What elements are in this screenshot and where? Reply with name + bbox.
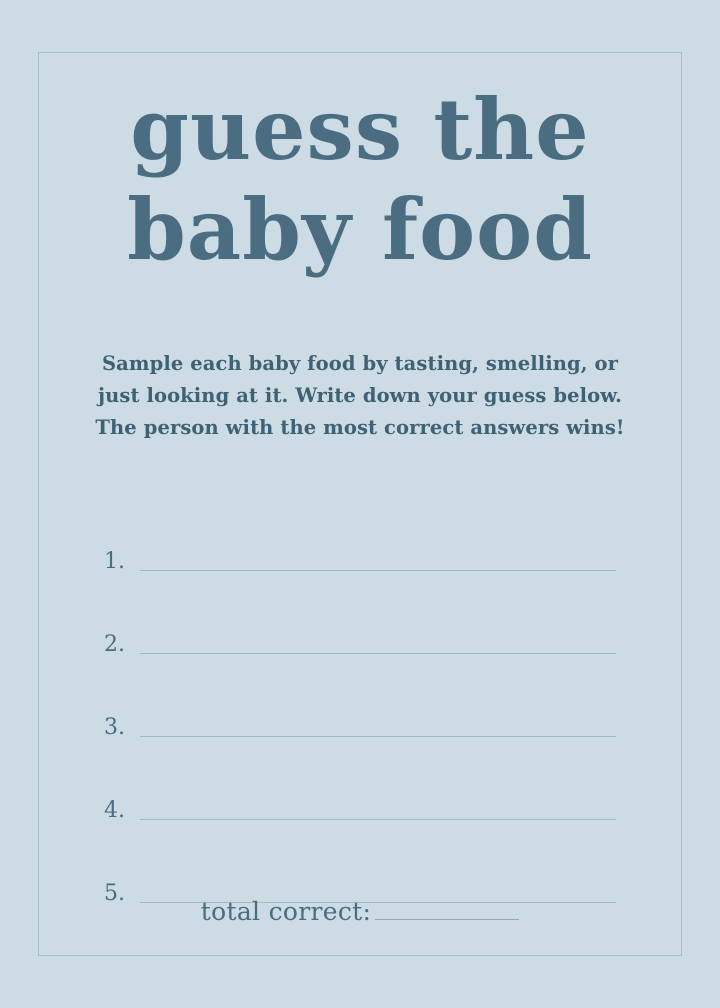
answer-write-line[interactable]	[140, 570, 616, 571]
list-item[interactable]	[104, 741, 616, 824]
page-title	[0, 78, 720, 282]
answer-write-line[interactable]	[140, 653, 616, 654]
list-item[interactable]	[104, 824, 616, 907]
answers-list	[104, 492, 616, 907]
answer-number: 4.	[104, 798, 125, 823]
list-item[interactable]	[104, 492, 616, 575]
list-item[interactable]	[104, 658, 616, 741]
answer-number: 3.	[104, 715, 125, 740]
total-correct-write-line[interactable]	[375, 919, 519, 920]
answer-number: 1.	[104, 549, 125, 574]
answer-number: 5.	[104, 881, 125, 906]
instructions-text: Sample each baby food by tasting, smelling, or just looking at it. Write down your guess below. The person with the most correct answers wins!	[95, 352, 625, 439]
list-item[interactable]	[104, 575, 616, 658]
title-line-1: guess the	[130, 80, 590, 179]
title-line-2: baby food	[127, 180, 593, 279]
total-correct-label: total correct:	[200, 897, 372, 926]
answer-write-line[interactable]	[140, 736, 616, 737]
total-correct-row	[104, 898, 616, 925]
answer-number: 2.	[104, 632, 125, 657]
answer-write-line[interactable]	[140, 819, 616, 820]
